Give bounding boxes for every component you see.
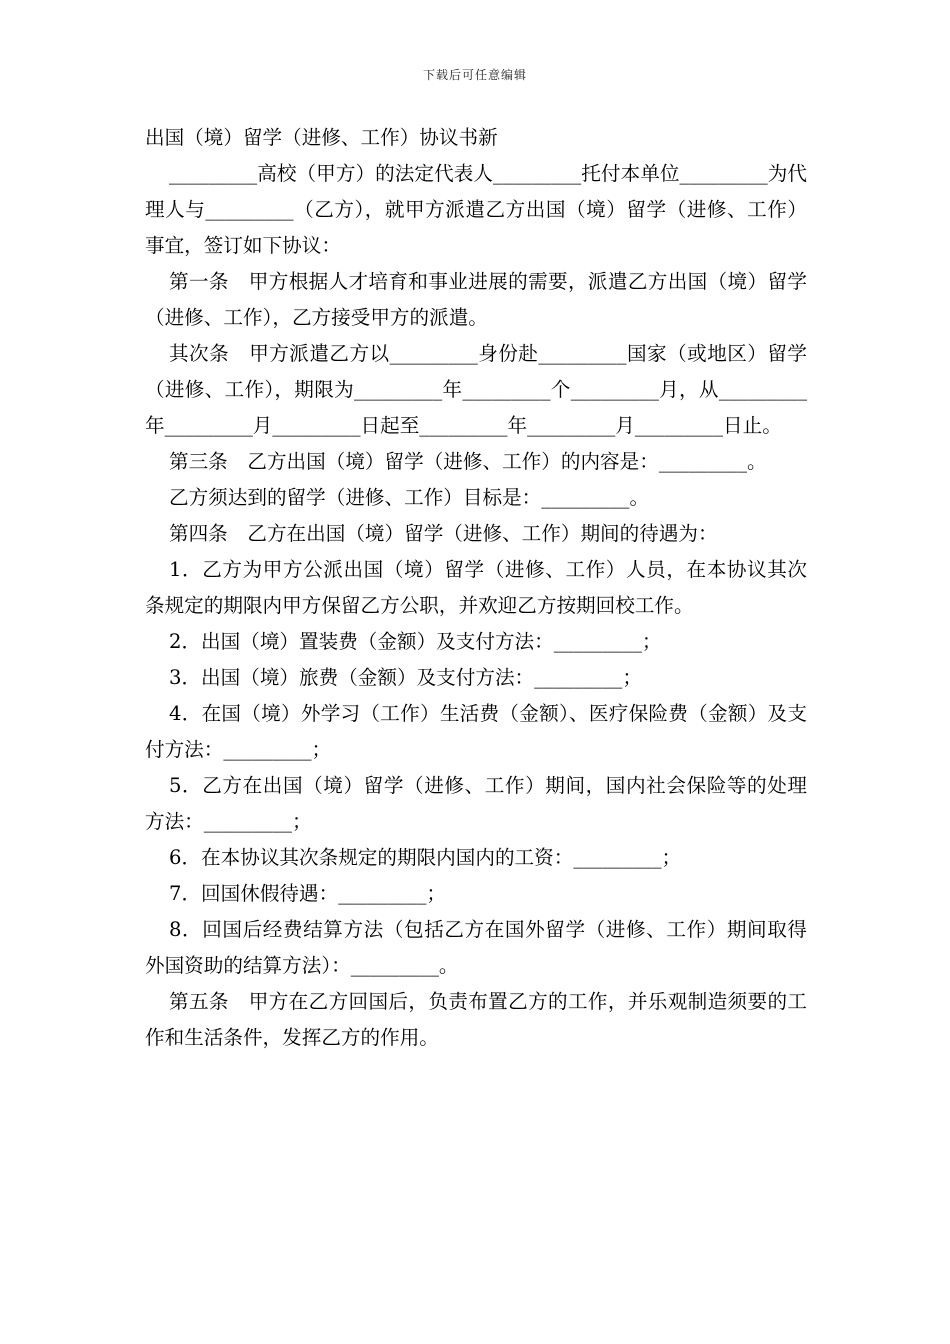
paragraph-item-1: 1．乙方为甲方公派出国（境）留学（进修、工作）人员，在本协议其次条规定的期限内甲方保留乙方公职，并欢迎乙方按期回校工作。 — [145, 558, 807, 617]
paragraph-item-4: 4．在国（境）外学习（工作）生活费（金额）、医疗保险费（金额）及支付方法：_________； — [145, 702, 807, 761]
paragraph-item-6: 6．在本协议其次条规定的期限内国内的工资：_________； — [169, 846, 682, 869]
paragraph-article-4: 第四条 乙方在出国（境）留学（进修、工作）期间的待遇为： — [169, 522, 718, 545]
paragraph-article-2: 其次条 甲方派遣乙方以_________身份赴_________国家（或地区）留学（进修、工作），期限为_________年_________个_________月，从_________年_________月_________日起至_________年_________月_________日止。 — [145, 342, 807, 437]
paragraph-item-8: 8．回国后经费结算方法（包括乙方在国外留学（进修、工作）期间取得外国资助的结算方法）：_________。 — [145, 918, 807, 977]
paragraph-article-1: 第一条 甲方根据人才培育和事业进展的需要，派遣乙方出国（境）留学（进修、工作），乙方接受甲方的派遣。 — [145, 270, 807, 329]
paragraph-item-2: 2．出国（境）置装费（金额）及支付方法：_________； — [169, 630, 662, 653]
paragraph-article-3: 第三条 乙方出国（境）留学（进修、工作）的内容是：_________。 — [169, 450, 767, 473]
page-header: 下载后可任意编辑 — [422, 68, 527, 82]
paragraph-item-5: 5．乙方在出国（境）留学（进修、工作）期间，国内社会保险等的处理方法：_________； — [145, 774, 807, 833]
paragraph-study-goal: 乙方须达到的留学（进修、工作）目标是：_________。 — [169, 486, 650, 509]
document-body — [145, 120, 807, 1056]
paragraph-preamble: _________高校（甲方）的法定代表人_________托付本单位_________为代理人与_________（乙方），就甲方派遣乙方出国（境）留学（进修、工作）事宜，签订如下协议： — [145, 162, 807, 257]
paragraph-item-3: 3．出国（境）旅费（金额）及支付方法：_________； — [169, 666, 642, 689]
paragraph-item-7: 7．回国休假待遇：_________； — [169, 882, 446, 905]
document-title: 出国（境）留学（进修、工作）协议书新 — [145, 126, 498, 149]
paragraph-article-5: 第五条 甲方在乙方回国后，负责布置乙方的工作，并乐观制造须要的工作和生活条件，发挥乙方的作用。 — [145, 990, 807, 1049]
